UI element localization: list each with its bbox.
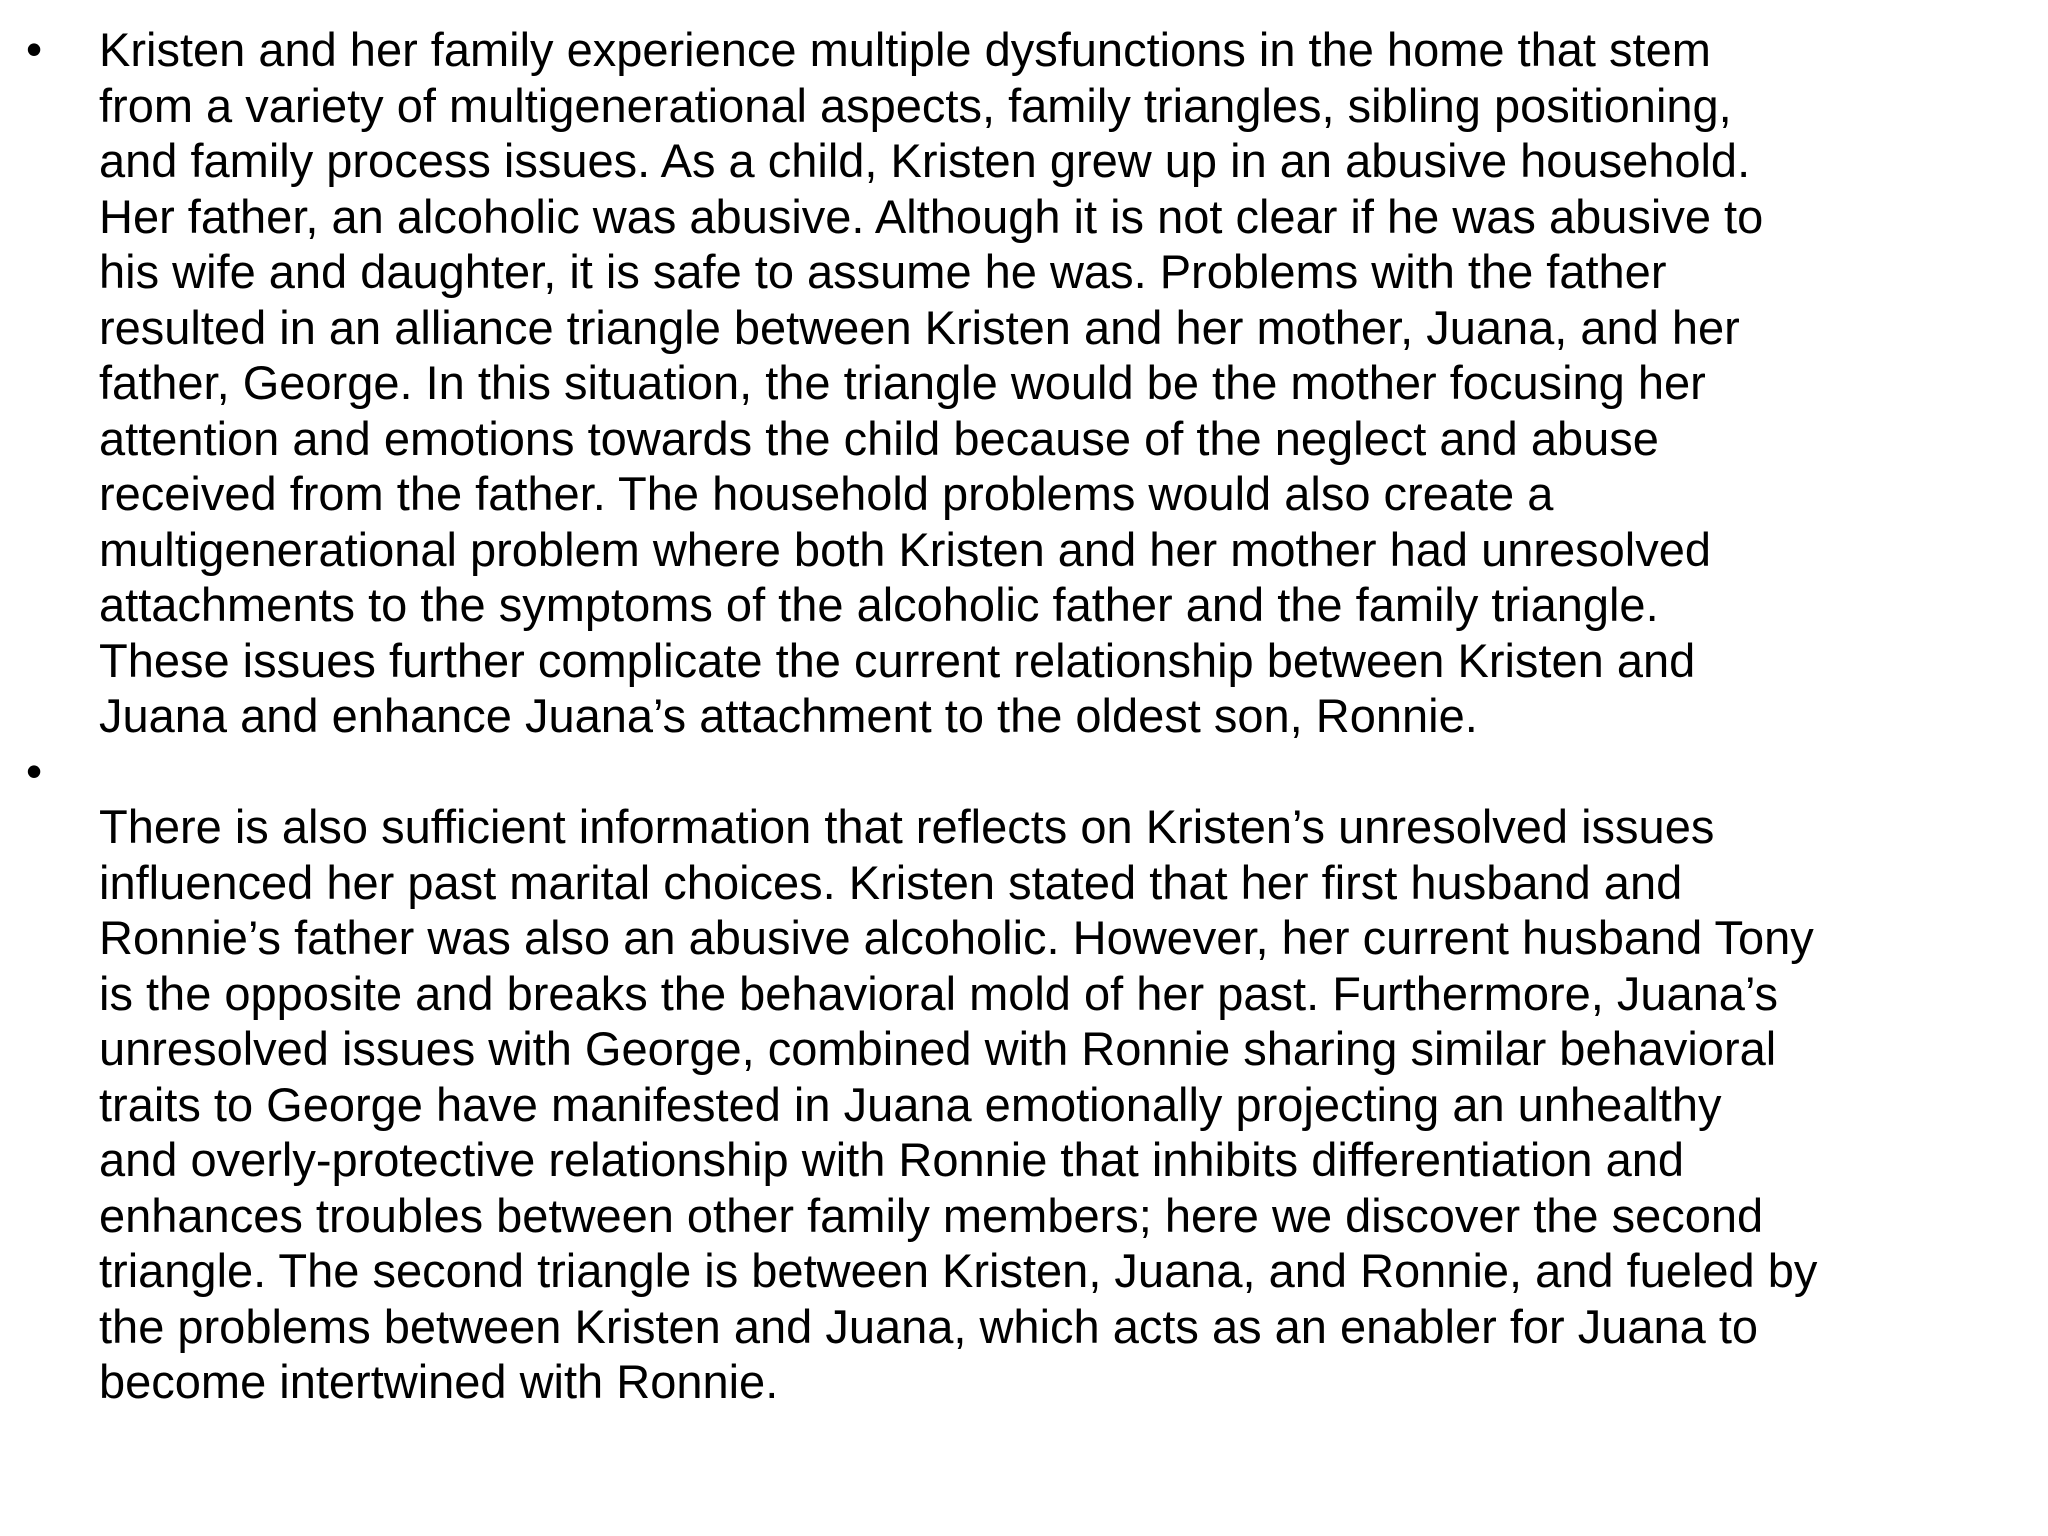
bullet-marker: •	[26, 23, 43, 75]
bullet-marker: •	[26, 744, 43, 797]
bullet-list	[0, 22, 2048, 1410]
bullet-paragraph-marital-choices: There is also sufficient information that reflects on Kristen’s unresolved issues influenced her past marital choices. Kristen stated that her first husband and Ronnie’s father was also an abusive alcoholic. However, her current husband Tony is the opposite and breaks the behavioral mold of her past. Furthermore, Juana’s unresolved issues with George, combined with Ronnie sharing similar behavioral traits to George have manifested in Juana emotionally projecting an unhealthy and overly-protective relationship with Ronnie that inhibits differentiation and enhances troubles between other family members; here we discover the second triangle. The second triangle is between Kristen, Juana, and Ronnie, and fueled by the problems between Kristen and Juana, which acts as an enabler for Juana to become intertwined with Ronnie.	[99, 800, 1818, 1408]
bullet-item	[0, 22, 2048, 744]
bullet-paragraph-family-dysfunctions: Kristen and her family experience multiple dysfunctions in the home that stem from a variety of multigenerational aspects, family triangles, sibling positioning, and family process issues. As a child, Kristen grew up in an abusive household. Her father, an alcoholic was abusive. Although it is not clear if he was abusive to his wife and daughter, it is safe to assume he was. Problems with the father resulted in an alliance triangle between Kristen and her mother, Juana, and her father, George. In this situation, the triangle would be the mother focusing her attention and emotions towards the child because of the neglect and abuse received from the father. The household problems would also create a multigenerational problem where both Kristen and her mother had unresolved attachments to the symptoms of the alcoholic father and the family triangle. These issues further complicate the current relationship between Kristen and Juana and enhance Juana’s attachment to the oldest son, Ronnie.	[99, 23, 1764, 742]
bullet-item-empty	[0, 744, 2048, 800]
bullet-paragraph-empty	[99, 744, 2029, 800]
bullet-item-continuation	[0, 799, 2048, 1410]
